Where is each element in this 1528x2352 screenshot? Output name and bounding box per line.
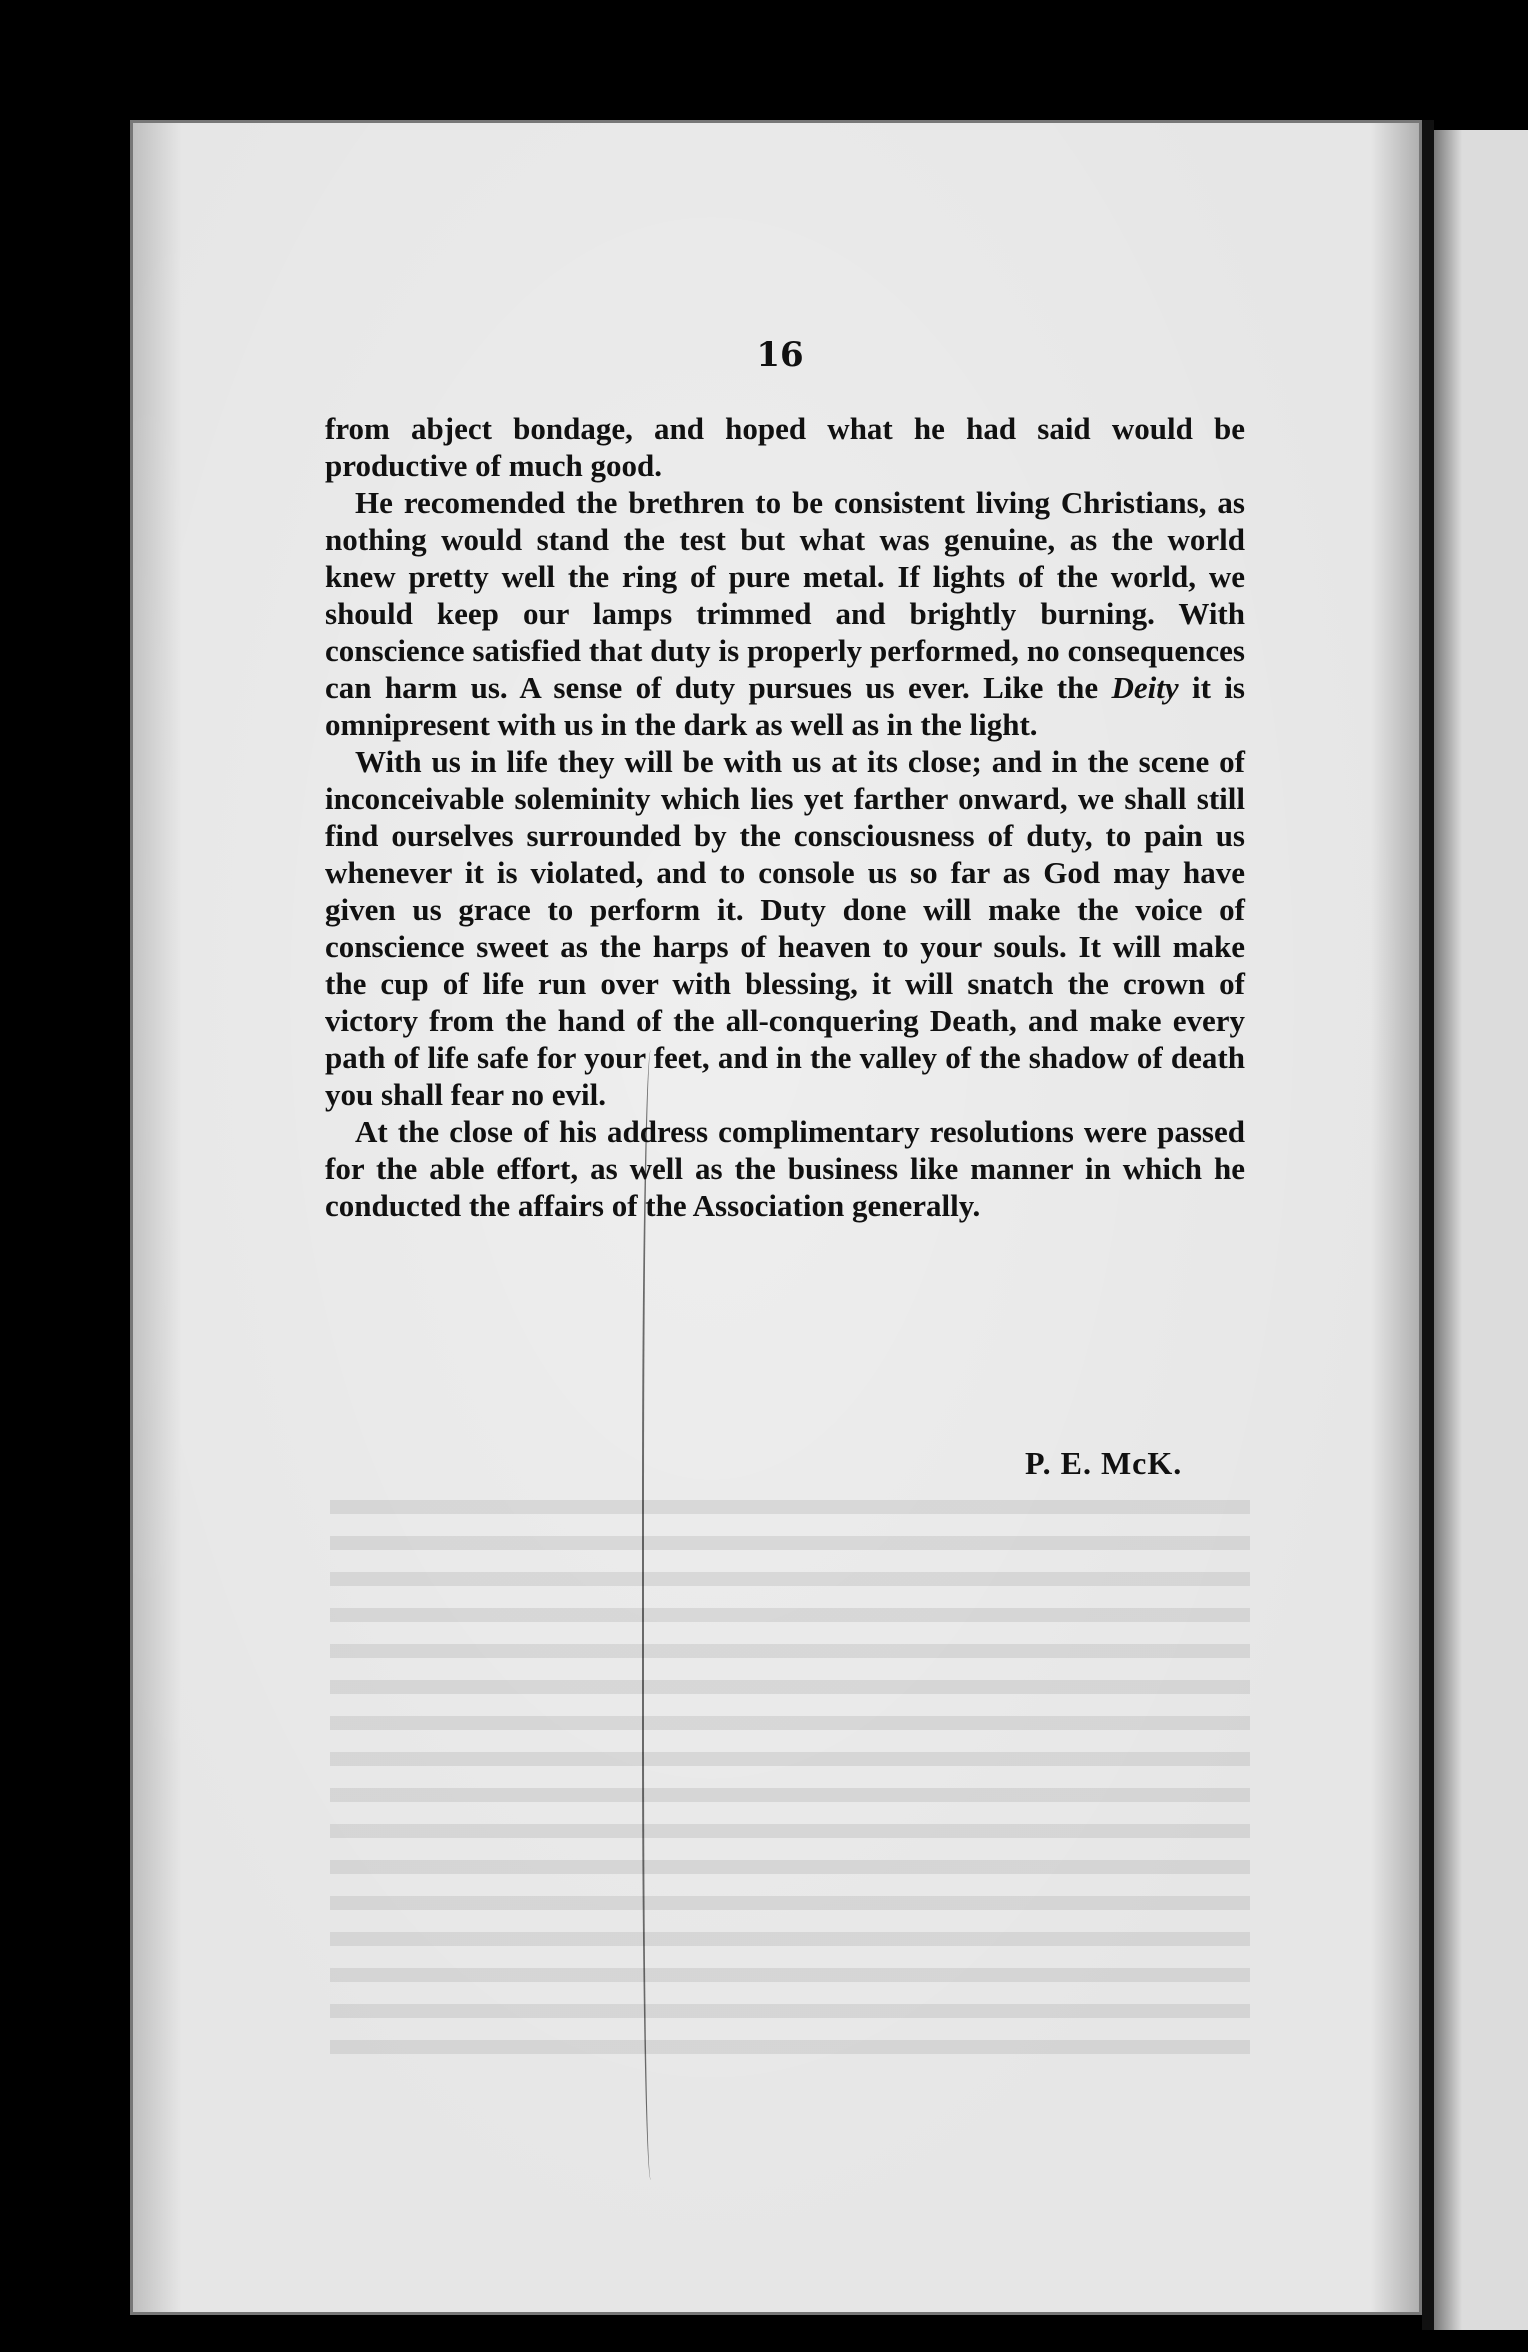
paragraph-1: from abject bondage, and hoped what he had said would be productive of much good. bbox=[325, 411, 1245, 483]
page-number: 16 bbox=[756, 335, 804, 375]
author-signature: P. E. McK. bbox=[1025, 1445, 1183, 1481]
body-text bbox=[325, 410, 1245, 1224]
paragraph-3: With us in life they will be with us at its close; and in the scene of inconceivable soleminity which lies yet farther onward, we shall still find ourselves surrounded by the consciousness of duty, to pain us whenever it is violated, and to console us so far as God may have given us grace to perform it. Duty done will make the voice of conscience sweet as the harps of heaven to your souls. It will make the cup of life run over with blessing, it will snatch the crown of victory from the hand of the all-conquering Death, and make every path of life safe for your feet, and in the valley of the shadow of death you shall fear no evil. bbox=[325, 744, 1245, 1112]
book-gutter bbox=[1422, 120, 1434, 2330]
adjacent-page-edge bbox=[1434, 130, 1528, 2330]
book-page bbox=[130, 120, 1422, 2315]
paragraph-2-text-after: it is omnipresent with us in the dark as well as in the light. bbox=[325, 670, 1245, 742]
paragraph-2-text: He recomended the brethren to be consistent living Christians, as nothing would stand the test but what was genuine, as the world knew pretty well the ring of pure metal. If lights of the world, we should keep our lamps trimmed and brightly burning. With conscience satisfied that duty is properly performed, no consequences can harm us. A sense of duty pursues us ever. Like the bbox=[325, 485, 1245, 705]
bleed-through-text bbox=[330, 1500, 1250, 2060]
paragraph-2 bbox=[325, 484, 1245, 743]
paragraph-4: At the close of his address complimentary resolutions were passed for the able effort, as well as the business like manner in which he conducted the affairs of the Association generally. bbox=[325, 1114, 1245, 1223]
emphasis-deity: Deity bbox=[1111, 670, 1179, 705]
